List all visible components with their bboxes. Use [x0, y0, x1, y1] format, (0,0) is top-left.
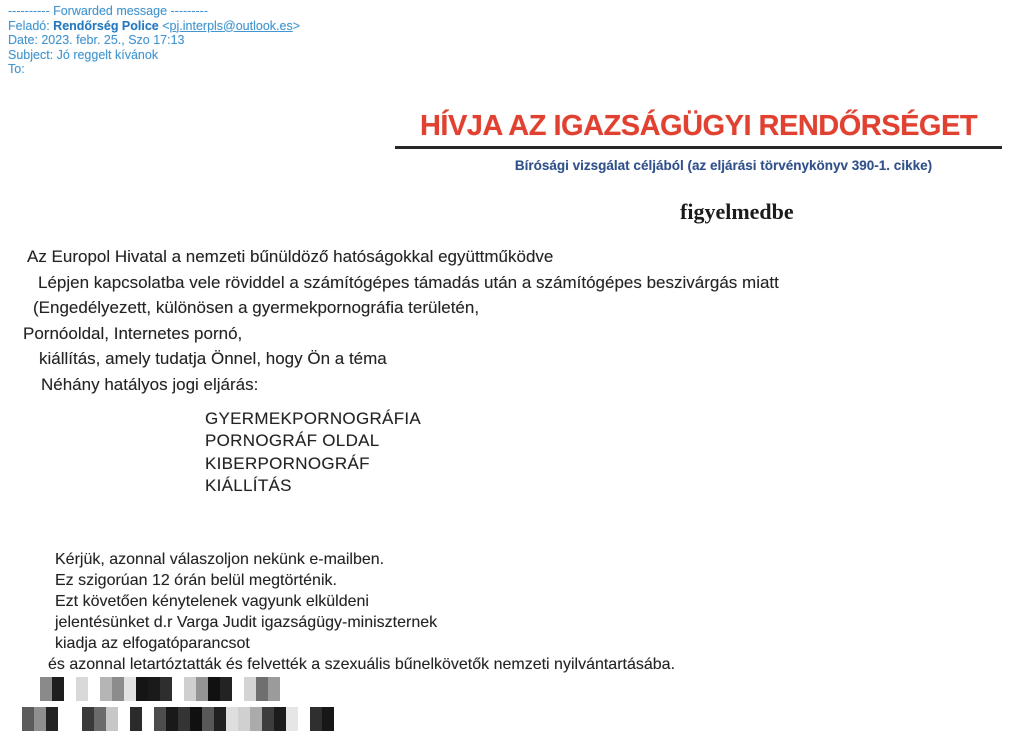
redacted-pixel-cell — [220, 677, 232, 701]
redacted-pixel-cell — [40, 677, 52, 701]
to-line: To: — [8, 62, 25, 76]
redacted-pixel-cell — [310, 707, 322, 731]
demand-line: jelentésünket d.r Varga Judit igazságügy-miniszternek — [55, 614, 438, 631]
demand-paragraph — [48, 549, 675, 675]
demand-line: és azonnal letartóztatták és felvették a szexuális bűnelkövetők nemzeti nyilvántartásába. — [48, 656, 676, 673]
redacted-pixel-cell — [82, 707, 94, 731]
redacted-pixel-cell — [46, 707, 58, 731]
sender-email-link[interactable]: pj.interpls@outlook.es — [169, 18, 293, 33]
redacted-pixel-cell — [148, 677, 160, 701]
charges-item: PORNOGRÁF OLDAL — [205, 431, 380, 451]
redacted-pixel-cell — [208, 677, 220, 701]
redacted-pixel-cell — [250, 707, 262, 731]
redacted-pixel-cell — [100, 677, 112, 701]
redacted-pixel-cell — [136, 677, 148, 701]
redacted-pixel-cell — [34, 707, 46, 731]
redacted-pixel-cell — [244, 677, 256, 701]
redacted-pixel-cell — [238, 707, 250, 731]
sender-name: Rendőrség Police — [53, 18, 159, 33]
intro-line: kiállítás, amely tudatja Önnel, hogy Ön a téma — [39, 349, 387, 369]
date-line: Date: 2023. febr. 25., Szo 17:13 — [8, 33, 185, 47]
bracket-open: < — [158, 18, 170, 33]
redacted-pixel-cell — [154, 707, 166, 731]
bracket-close: > — [292, 18, 301, 33]
redacted-signature-row — [28, 677, 316, 701]
redacted-pixel-cell — [130, 707, 142, 731]
redacted-pixel-cell — [172, 677, 184, 701]
redacted-pixel-cell — [70, 707, 82, 731]
redacted-pixel-cell — [118, 707, 130, 731]
redacted-pixel-cell — [262, 707, 274, 731]
redacted-pixel-cell — [112, 677, 124, 701]
demand-line: Ezt követően kénytelenek vagyunk elküldeni — [55, 593, 369, 610]
redacted-pixel-cell — [88, 677, 100, 701]
intro-line: Néhány hatályos jogi eljárás: — [41, 374, 259, 394]
banner-subtitle: Bírósági vizsgálat céljából (az eljárási törvénykönyv 390-1. cikke) — [514, 158, 933, 173]
forwarded-divider-line: ---------- Forwarded message --------- — [8, 4, 208, 18]
redacted-pixel-cell — [58, 707, 70, 731]
redacted-pixel-cell — [28, 677, 40, 701]
demand-line: kiadja az elfogatóparancsot — [55, 635, 250, 652]
redacted-pixel-cell — [274, 707, 286, 731]
redacted-pixel-cell — [214, 707, 226, 731]
demand-line: Ez szigorúan 12 órán belül megtörténik. — [55, 572, 337, 589]
redacted-pixel-cell — [106, 707, 118, 731]
redacted-pixel-cell — [160, 677, 172, 701]
redacted-pixel-cell — [232, 677, 244, 701]
redacted-pixel-cell — [298, 707, 310, 731]
from-line — [8, 19, 300, 34]
redacted-pixel-cell — [280, 677, 292, 701]
intro-line: Lépjen kapcsolatba vele röviddel a számítógépes támadás után a számítógépes beszivárgás miatt — [38, 272, 779, 292]
redacted-pixel-cell — [292, 677, 304, 701]
redacted-pixel-cell — [142, 707, 154, 731]
redacted-pixel-cell — [184, 677, 196, 701]
redacted-pixel-cell — [64, 677, 76, 701]
redacted-signature-row — [22, 707, 334, 731]
banner-title-block — [395, 110, 1002, 149]
charges-item: GYERMEKPORNOGRÁFIA — [205, 409, 422, 428]
forwarded-email-header — [8, 4, 300, 77]
banner-title: HÍVJA AZ IGAZSÁGÜGYI RENDŐRSÉGET — [419, 110, 978, 142]
redacted-pixel-cell — [202, 707, 214, 731]
intro-line: (Engedélyezett, különösen a gyermekpornográfia területén, — [33, 298, 480, 318]
charges-list — [205, 408, 421, 498]
from-label: Feladó: — [8, 18, 54, 33]
charges-item: KIÁLLÍTÁS — [205, 476, 292, 496]
redacted-pixel-cell — [226, 707, 238, 731]
redacted-pixel-cell — [196, 677, 208, 701]
redacted-pixel-cell — [322, 707, 334, 731]
redacted-pixel-cell — [190, 707, 202, 731]
subject-line: Subject: Jó reggelt kívánok — [8, 47, 159, 62]
redacted-pixel-cell — [124, 677, 136, 701]
intro-paragraph — [23, 244, 779, 398]
redacted-pixel-cell — [178, 707, 190, 731]
redacted-pixel-cell — [22, 707, 34, 731]
charges-item: KIBERPORNOGRÁF — [205, 453, 370, 473]
intro-line: Pornóoldal, Internetes pornó, — [23, 323, 243, 343]
demand-line: Kérjük, azonnal válaszoljon nekünk e-mailben. — [55, 551, 385, 568]
redacted-pixel-cell — [268, 677, 280, 701]
redacted-pixel-cell — [94, 707, 106, 731]
redacted-pixel-cell — [52, 677, 64, 701]
salutation: figyelmedbe — [680, 199, 794, 224]
redacted-pixel-cell — [76, 677, 88, 701]
redacted-pixel-cell — [166, 707, 178, 731]
intro-line: Az Europol Hivatal a nemzeti bűnüldöző hatóságokkal együttműködve — [27, 247, 554, 266]
redacted-pixel-cell — [286, 707, 298, 731]
redacted-pixel-cell — [304, 677, 316, 701]
redacted-pixel-cell — [256, 677, 268, 701]
